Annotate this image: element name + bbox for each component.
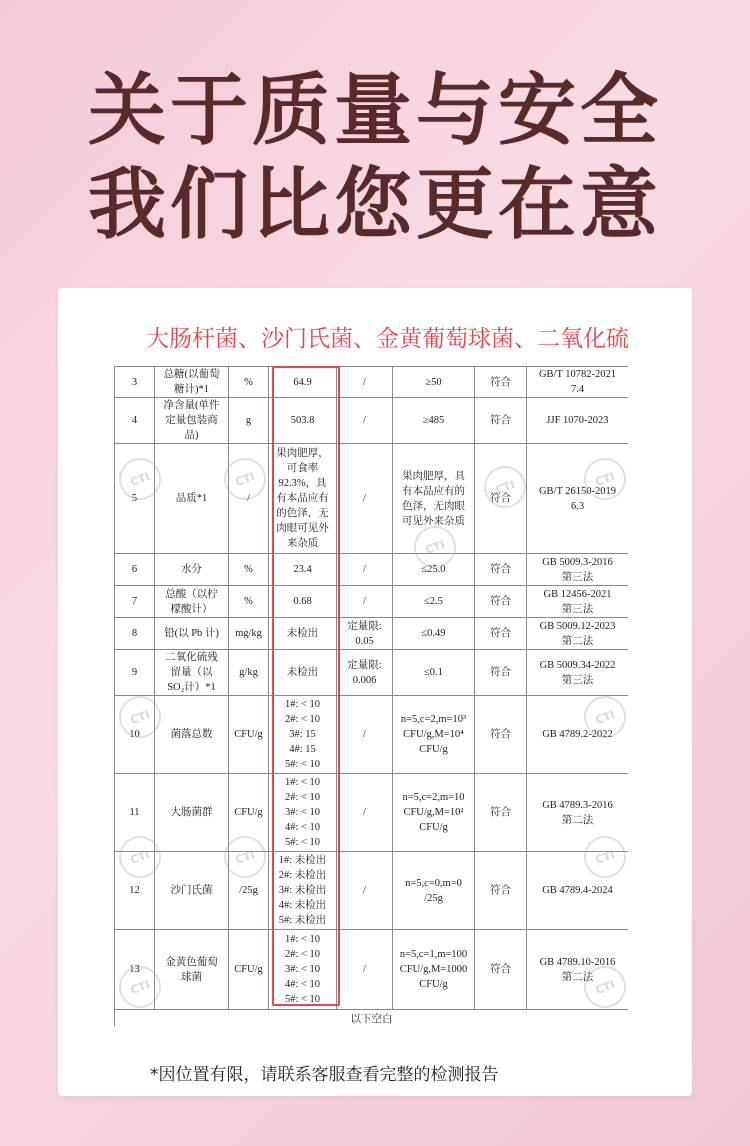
row-number-cell: 9 bbox=[115, 650, 155, 696]
table-row bbox=[115, 554, 629, 586]
detection-limit-cell: / bbox=[337, 852, 393, 930]
test-item-cell: 铅(以 Pb 计) bbox=[155, 618, 229, 650]
unit-cell: /25g bbox=[229, 852, 269, 930]
detection-limit-cell: / bbox=[337, 696, 393, 774]
verdict-cell: 符合 bbox=[475, 554, 527, 586]
row-number-cell: 6 bbox=[115, 554, 155, 586]
verdict-cell: 符合 bbox=[475, 774, 527, 852]
standard-requirement-cell: n=5,c=2,m=10³ CFU/g,M=10⁴ CFU/g bbox=[393, 696, 475, 774]
row-number-cell: 10 bbox=[115, 696, 155, 774]
verdict-cell: 符合 bbox=[475, 930, 527, 1010]
test-item-cell: 大肠菌群 bbox=[155, 774, 229, 852]
table-row bbox=[115, 774, 629, 852]
cti-watermark: CTI bbox=[578, 690, 628, 744]
table-end-row bbox=[115, 1010, 629, 1027]
test-result-cell: 1#: < 10 2#: < 10 3#: < 10 4#: < 10 5#: < 10 bbox=[269, 774, 337, 852]
standard-requirement-cell: 果肉肥厚，具 有本品应有的 色泽，无肉眼 可见外来杂质 bbox=[393, 444, 475, 554]
verdict-cell: 符合 bbox=[475, 367, 527, 398]
headline-line-1: 关于质量与安全 bbox=[87, 66, 662, 156]
unit-cell: CFU/g bbox=[229, 696, 269, 774]
test-method-cell: GB 5009.3-2016 第三法 bbox=[527, 554, 629, 586]
test-result-cell: 1#: < 10 2#: < 10 3#: 15 4#: 15 5#: < 10 bbox=[269, 696, 337, 774]
test-report-image bbox=[114, 366, 628, 1026]
test-item-cell: 净含量(单件 定量包装商 品) bbox=[155, 398, 229, 444]
detection-limit-cell: / bbox=[337, 774, 393, 852]
detection-limit-cell: / bbox=[337, 554, 393, 586]
test-item-cell: 菌落总数 bbox=[155, 696, 229, 774]
unit-cell: g/kg bbox=[229, 650, 269, 696]
verdict-cell: 符合 bbox=[475, 398, 527, 444]
test-report-table bbox=[114, 366, 628, 1026]
row-number-cell: 4 bbox=[115, 398, 155, 444]
test-method-cell: GB 12456-2021 第三法 bbox=[527, 586, 629, 618]
cti-watermark: CTI bbox=[578, 830, 628, 884]
unit-cell: / bbox=[229, 444, 269, 554]
detection-limit-cell: / bbox=[337, 930, 393, 1010]
test-item-cell: 水分 bbox=[155, 554, 229, 586]
cti-watermark: CTI bbox=[408, 520, 462, 574]
table-row bbox=[115, 398, 629, 444]
test-result-cell: 未检出 bbox=[269, 618, 337, 650]
test-method-cell: GB 4789.10-2016 第二法 bbox=[527, 930, 629, 1010]
test-result-cell: 23.4 bbox=[269, 554, 337, 586]
unit-cell: % bbox=[229, 554, 269, 586]
cti-watermark: CTI bbox=[114, 690, 167, 744]
verdict-cell: 符合 bbox=[475, 586, 527, 618]
report-subtitle: 大肠杆菌、沙门氏菌、金黄葡萄球菌、二氧化硫 bbox=[146, 326, 629, 352]
cti-watermark: CTI bbox=[578, 452, 628, 506]
test-item-cell: 总糖(以葡萄 糖计)*1 bbox=[155, 367, 229, 398]
table-row bbox=[115, 444, 629, 554]
test-result-cell: 503.8 bbox=[269, 398, 337, 444]
table-row bbox=[115, 586, 629, 618]
test-item-cell: 品质*1 bbox=[155, 444, 229, 554]
test-method-cell: GB 4789.2-2022 bbox=[527, 696, 629, 774]
test-result-cell: 1#: < 10 2#: < 10 3#: < 10 4#: < 10 5#: < 10 bbox=[269, 930, 337, 1010]
detection-limit-cell: 定量限: 0.006 bbox=[337, 650, 393, 696]
unit-cell: mg/kg bbox=[229, 618, 269, 650]
row-number-cell: 8 bbox=[115, 618, 155, 650]
test-result-cell: 1#: 未检出 2#: 未检出 3#: 未检出 4#: 未检出 5#: 未检出 bbox=[269, 852, 337, 930]
table-row bbox=[115, 852, 629, 930]
standard-requirement-cell: ≤0.1 bbox=[393, 650, 475, 696]
table-row bbox=[115, 367, 629, 398]
standard-requirement-cell: n=5,c=0,m=0 /25g bbox=[393, 852, 475, 930]
detection-limit-cell: / bbox=[337, 367, 393, 398]
unit-cell: CFU/g bbox=[229, 930, 269, 1010]
standard-requirement-cell: ≤0.49 bbox=[393, 618, 475, 650]
footnote: *因位置有限，请联系客服查看完整的检测报告 bbox=[150, 1065, 499, 1085]
unit-cell: g bbox=[229, 398, 269, 444]
cti-watermark: CTI bbox=[578, 960, 628, 1014]
table-row bbox=[115, 618, 629, 650]
test-result-cell: 果肉肥厚， 可食率 92.3%，具 有本品应有 的色泽，无 肉眼可见外 来杂质 bbox=[269, 444, 337, 554]
cti-watermark: CTI bbox=[114, 452, 167, 506]
standard-requirement-cell: n=5,c=1,m=100 CFU/g,M=1000 CFU/g bbox=[393, 930, 475, 1010]
verdict-cell: 符合 bbox=[475, 444, 527, 554]
cti-watermark: CTI bbox=[218, 830, 272, 884]
test-item-cell: 金黄色葡萄 球菌 bbox=[155, 930, 229, 1010]
test-method-cell: GB 5009.12-2023 第二法 bbox=[527, 618, 629, 650]
test-item-cell: 二氧化硫残 留量（以 SO₂计）*1 bbox=[155, 650, 229, 696]
test-method-cell: GB/T 26150-2019 6.3 bbox=[527, 444, 629, 554]
unit-cell: % bbox=[229, 586, 269, 618]
unit-cell: CFU/g bbox=[229, 774, 269, 852]
unit-cell: % bbox=[229, 367, 269, 398]
detection-limit-cell: / bbox=[337, 586, 393, 618]
table-row bbox=[115, 650, 629, 696]
test-method-cell: GB 5009.34-2022 第三法 bbox=[527, 650, 629, 696]
test-method-cell: GB 4789.4-2024 bbox=[527, 852, 629, 930]
standard-requirement-cell: ≥50 bbox=[393, 367, 475, 398]
cti-watermark: CTI bbox=[114, 830, 167, 884]
standard-requirement-cell: ≥485 bbox=[393, 398, 475, 444]
test-result-cell: 64.9 bbox=[269, 367, 337, 398]
cti-watermark: CTI bbox=[478, 460, 532, 514]
row-number-cell: 11 bbox=[115, 774, 155, 852]
headline-line-2: 我们比您更在意 bbox=[87, 160, 662, 250]
row-number-cell: 12 bbox=[115, 852, 155, 930]
test-item-cell: 总酸（以柠 檬酸计） bbox=[155, 586, 229, 618]
verdict-cell: 符合 bbox=[475, 650, 527, 696]
standard-requirement-cell: ≤25.0 bbox=[393, 554, 475, 586]
cti-watermark: CTI bbox=[114, 960, 167, 1014]
test-result-cell: 0.68 bbox=[269, 586, 337, 618]
verdict-cell: 符合 bbox=[475, 618, 527, 650]
row-number-cell: 5 bbox=[115, 444, 155, 554]
table-row bbox=[115, 930, 629, 1010]
detection-limit-cell: / bbox=[337, 398, 393, 444]
test-item-cell: 沙门氏菌 bbox=[155, 852, 229, 930]
end-note: 以下空白 bbox=[115, 1010, 629, 1027]
cti-watermark: CTI bbox=[218, 452, 272, 506]
standard-requirement-cell: n=5,c=2,m=10 CFU/g,M=10² CFU/g bbox=[393, 774, 475, 852]
test-method-cell: GB/T 10782-2021 7.4 bbox=[527, 367, 629, 398]
detection-limit-cell: / bbox=[337, 444, 393, 554]
verdict-cell: 符合 bbox=[475, 852, 527, 930]
test-method-cell: GB 4789.3-2016 第二法 bbox=[527, 774, 629, 852]
test-result-cell: 未检出 bbox=[269, 650, 337, 696]
test-method-cell: JJF 1070-2023 bbox=[527, 398, 629, 444]
table-row bbox=[115, 696, 629, 774]
row-number-cell: 3 bbox=[115, 367, 155, 398]
standard-requirement-cell: ≤2.5 bbox=[393, 586, 475, 618]
row-number-cell: 13 bbox=[115, 930, 155, 1010]
detection-limit-cell: 定量限: 0.05 bbox=[337, 618, 393, 650]
row-number-cell: 7 bbox=[115, 586, 155, 618]
verdict-cell: 符合 bbox=[475, 696, 527, 774]
